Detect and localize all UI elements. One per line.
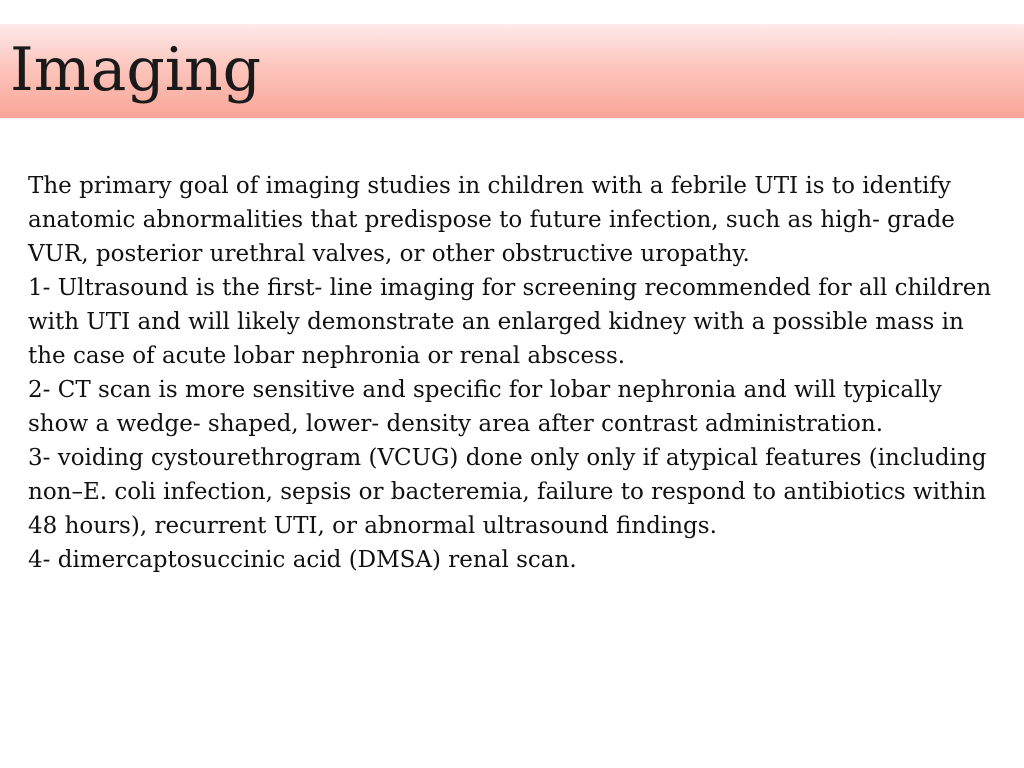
- paragraph-dmsa: 4- dimercaptosuccinic acid (DMSA) renal scan.: [28, 547, 577, 573]
- paragraph-ct-scan: 2- CT scan is more sensitive and specific for lobar nephronia and will typically show a wedge- shaped, lower- density area after contrast administration.: [28, 377, 942, 437]
- slide-title: Imaging: [10, 35, 262, 105]
- paragraph-ultrasound: 1- Ultrasound is the first- line imaging for screening recommended for all children with UTI and will likely demonstrate an enlarged kidney with a possible mass in the case of acute lobar nephronia or renal abscess.: [28, 275, 992, 369]
- paragraph-intro: The primary goal of imaging studies in children with a febrile UTI is to identify anatomic abnormalities that predispose to future infection, such as high- grade VUR, posterior urethral valves, or other obstructive uropathy.: [28, 173, 955, 267]
- slide-body: [28, 169, 1003, 577]
- paragraph-vcug: 3- voiding cystourethrogram (VCUG) done only only if atypical features (including non–E. coli infection, sepsis or bacteremia, failure to respond to antibiotics within 48 hours), recurrent UTI, or abnormal ultrasound findings.: [28, 445, 987, 539]
